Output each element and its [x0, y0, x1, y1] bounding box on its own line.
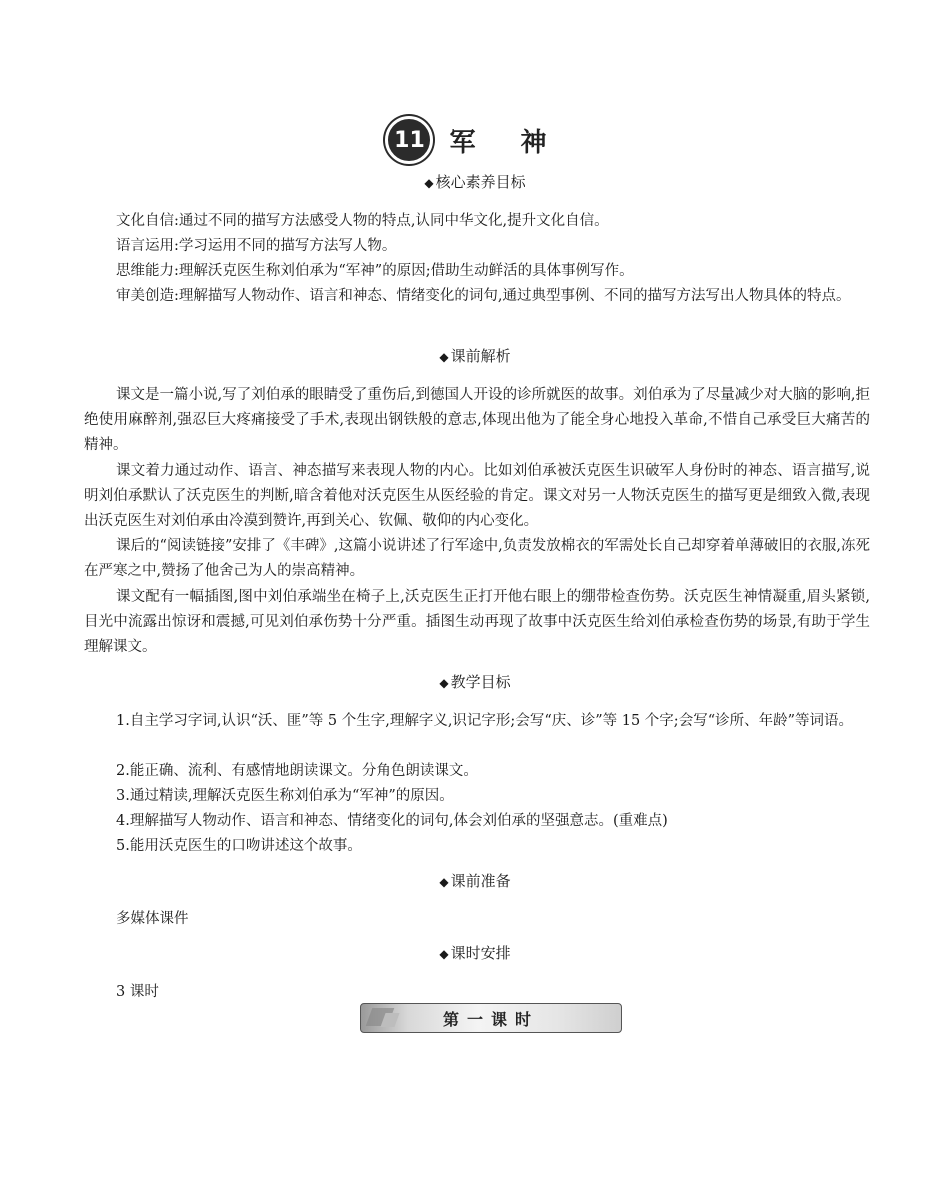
diamond-icon: ◆ — [439, 676, 449, 690]
core-goal-thinking: 思维能力:理解沃克医生称刘伯承为“军神”的原因;借助生动鲜活的具体事例写作。 — [116, 263, 634, 279]
diamond-icon: ◆ — [439, 947, 449, 961]
diamond-icon: ◆ — [439, 875, 449, 889]
lesson-title: 军 神 — [449, 127, 565, 158]
diamond-icon: ◆ — [424, 176, 434, 190]
lesson-number-badge: 11 — [385, 116, 433, 164]
teaching-goal-1: 1.自主学习字词,认识“沃、匪”等 5 个生字,理解字义,识记字形;会写“庆、诊”等 15 个字;会写“诊所、年龄”等词语。 — [116, 713, 854, 729]
section-heading-label: 课前解析 — [450, 347, 511, 365]
analysis-paragraph-1: 课文是一篇小说,写了刘伯承的眼睛受了重伤后,到德国人开设的诊所就医的故事。刘伯承为了尽量减少对大脑的影响,拒绝使用麻醉剂,强忍巨大疼痛接受了手术,表现出钢铁般的意志,体现出他为了能全身心地投入革命,不惜自己承受巨大痛苦的精神。 — [84, 387, 870, 453]
teaching-goal-3: 3.通过精读,理解沃克医生称刘伯承为“军神”的原因。 — [116, 788, 454, 804]
section-heading-schedule — [0, 942, 950, 963]
core-goal-language: 语言运用:学习运用不同的描写方法写人物。 — [116, 238, 397, 254]
analysis-paragraph-4: 课文配有一幅插图,图中刘伯承端坐在椅子上,沃克医生正打开他右眼上的绷带检查伤势。沃克医生神情凝重,眉头紧锁,目光中流露出惊讶和震撼,可见刘伯承伤势十分严重。插图生动再现了故事中沃克医生给刘伯承检查伤势的场景,有助于学生理解课文。 — [84, 589, 870, 655]
section-heading-goals — [0, 671, 950, 692]
analysis-paragraph-2: 课文着力通过动作、语言、神态描写来表现人物的内心。比如刘伯承被沃克医生识破军人身份时的神态、语言描写,说明刘伯承默认了沃克医生的判断,暗含着他对沃克医生从医经验的肯定。课文对另一人物沃克医生的描写更是细致入微,表现出沃克医生对刘伯承由冷漠到赞许,再到关心、钦佩、敬仰的内心变化。 — [84, 463, 870, 529]
section-heading-label: 教学目标 — [450, 673, 511, 691]
teaching-goal-4: 4.理解描写人物动作、语言和神态、情绪变化的词句,体会刘伯承的坚强意志。(重难点) — [116, 813, 668, 829]
section-heading-analysis — [0, 345, 950, 366]
section-heading-label: 课时安排 — [450, 944, 511, 962]
diamond-icon: ◆ — [439, 350, 449, 364]
analysis-paragraph-3: 课后的“阅读链接”安排了《丰碑》,这篇小说讲述了行军途中,负责发放棉衣的军需处长自己却穿着单薄破旧的衣服,冻死在严寒之中,赞扬了他舍己为人的崇高精神。 — [84, 538, 870, 579]
schedule-text: 3 课时 — [116, 984, 159, 1000]
section-heading-label: 课前准备 — [450, 872, 511, 890]
lesson-header — [0, 116, 950, 164]
prep-text: 多媒体课件 — [116, 911, 189, 927]
section-heading-core — [0, 171, 950, 192]
session-banner-label: 第一课时 — [442, 1009, 539, 1029]
core-goal-aesthetic: 审美创造:理解描写人物动作、语言和神态、情绪变化的词句,通过典型事例、不同的描写方法写出人物具体的特点。 — [116, 288, 851, 304]
session-banner — [360, 1003, 622, 1033]
core-goal-culture: 文化自信:通过不同的描写方法感受人物的特点,认同中华文化,提升文化自信。 — [116, 213, 609, 229]
teaching-goal-2: 2.能正确、流利、有感情地朗读课文。分角色朗读课文。 — [116, 763, 478, 779]
section-heading-label: 核心素养目标 — [435, 173, 526, 191]
section-heading-prep — [0, 870, 950, 891]
teaching-goal-5: 5.能用沃克医生的口吻讲述这个故事。 — [116, 838, 362, 854]
